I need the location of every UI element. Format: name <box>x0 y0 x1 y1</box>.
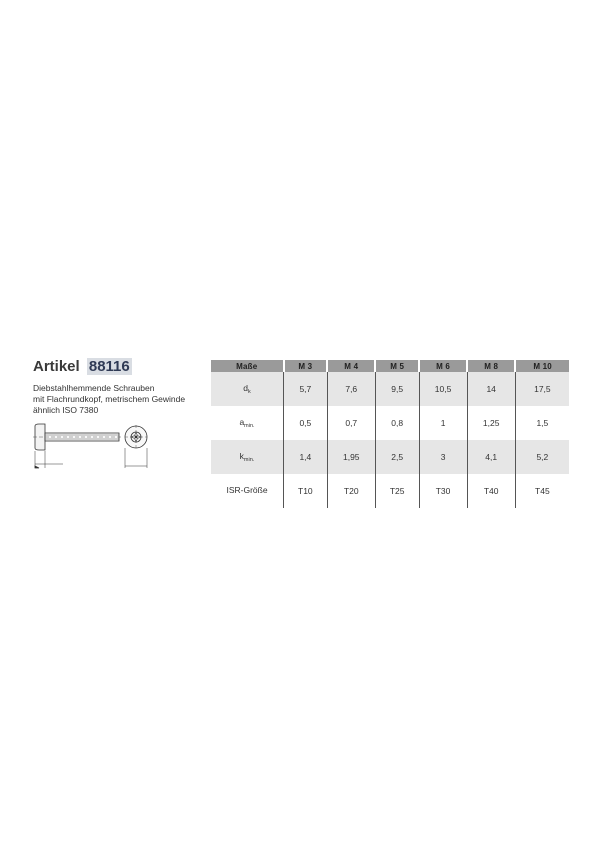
table-cell: 17,5 <box>515 372 569 406</box>
table-cell: T30 <box>419 474 467 508</box>
table-cell: T20 <box>327 474 375 508</box>
table-cell: 9,5 <box>375 372 419 406</box>
table-cell: 1,25 <box>467 406 515 440</box>
header-cell: Maße <box>211 360 284 372</box>
table-header-row <box>211 360 569 372</box>
article-block <box>33 357 208 416</box>
table-cell: 1,5 <box>515 406 569 440</box>
header-cell: M 5 <box>375 360 419 372</box>
row-label: ISR-Größe <box>226 485 268 495</box>
table-cell: 5,7 <box>284 372 328 406</box>
header-cell: M 6 <box>419 360 467 372</box>
screw-side-view <box>33 424 123 468</box>
article-label: Artikel <box>33 358 80 375</box>
table-cell: 1,4 <box>284 440 328 474</box>
row-label: $d_k$ <box>211 372 284 406</box>
table-row <box>211 474 569 508</box>
row-label: $k_{min.}$ <box>211 440 284 474</box>
table-cell: 5,2 <box>515 440 569 474</box>
screw-top-view <box>125 425 147 468</box>
table-cell: 3 <box>419 440 467 474</box>
table-cell: 14 <box>467 372 515 406</box>
description-line: ähnlich ISO 7380 <box>33 405 99 415</box>
table-cell: 0,8 <box>375 406 419 440</box>
description-line: Diebstahlhemmende Schrauben <box>33 383 155 393</box>
table-cell: 0,5 <box>284 406 328 440</box>
article-title <box>33 357 208 377</box>
header-cell: M 10 <box>515 360 569 372</box>
dimensions-table <box>211 360 569 508</box>
table-row <box>211 406 569 440</box>
table-cell: 7,6 <box>327 372 375 406</box>
header-cell: M 8 <box>467 360 515 372</box>
header-cell: M 3 <box>284 360 328 372</box>
table-cell: T10 <box>284 474 328 508</box>
table-row <box>211 440 569 474</box>
table-cell: 1,95 <box>327 440 375 474</box>
row-label: $a_{min.}$ <box>239 417 255 429</box>
article-description <box>33 383 208 416</box>
table-cell: T25 <box>375 474 419 508</box>
table-cell: 0,7 <box>327 406 375 440</box>
header-cell: M 4 <box>327 360 375 372</box>
table-cell: 2,5 <box>375 440 419 474</box>
table-row <box>211 372 569 406</box>
table-cell: 1 <box>419 406 467 440</box>
table-cell: T45 <box>515 474 569 508</box>
screw-technical-drawing <box>33 420 158 475</box>
table-cell: 4,1 <box>467 440 515 474</box>
table-cell: 10,5 <box>419 372 467 406</box>
table-cell: T40 <box>467 474 515 508</box>
description-line: mit Flachrundkopf, metrischem Gewinde <box>33 394 186 404</box>
article-number: 88116 <box>88 358 130 375</box>
